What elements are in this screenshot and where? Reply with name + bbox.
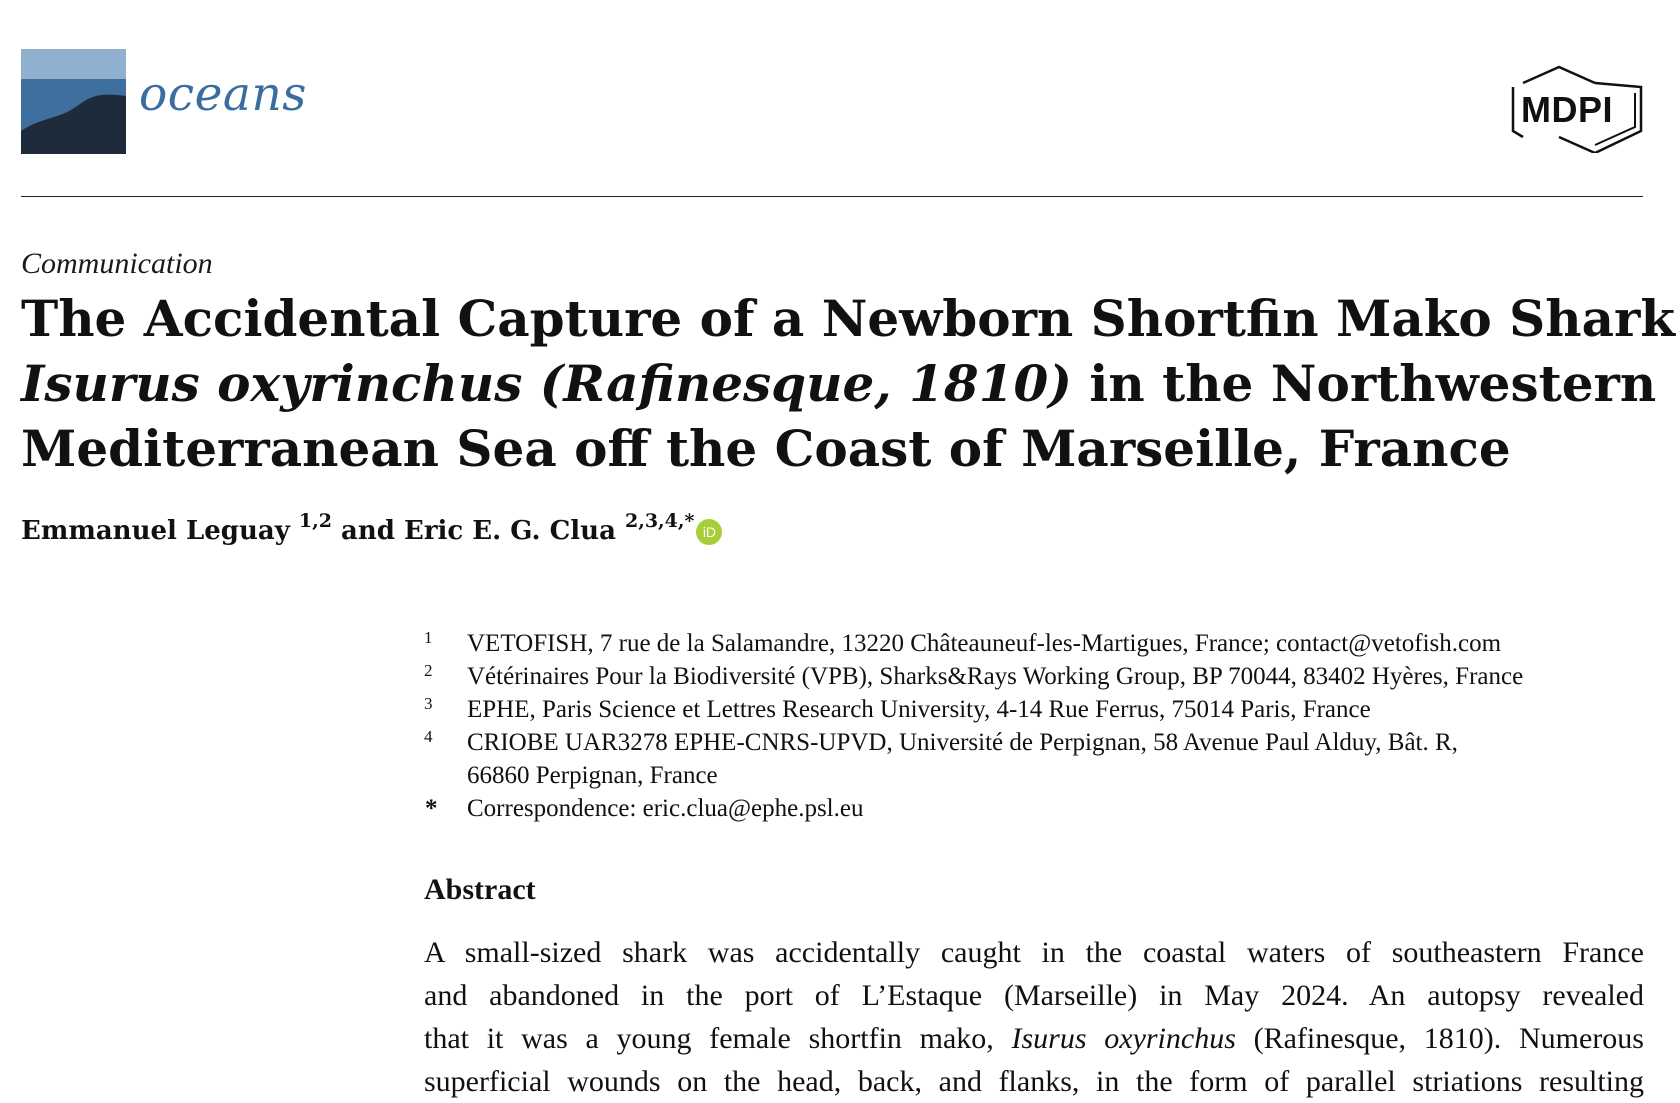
abstract-species-name: Isurus oxyrinchus bbox=[1011, 1022, 1236, 1055]
header-divider bbox=[21, 196, 1643, 197]
abstract-line: and abandoned in the port of L’Estaque (Marseille) in May 2024. An autopsy revealed bbox=[424, 979, 1644, 1012]
abstract-line bbox=[424, 1017, 1644, 1060]
orcid-icon[interactable]: iD bbox=[696, 519, 722, 545]
title-line-2 bbox=[21, 351, 1657, 416]
author-connector: and bbox=[341, 516, 395, 546]
abstract-body bbox=[424, 931, 1644, 1103]
affiliation-item-continued bbox=[424, 759, 1644, 792]
abstract-text: that it was a young female shortfin mako, bbox=[424, 1022, 1012, 1055]
author-list bbox=[21, 510, 722, 546]
correspondence-item bbox=[424, 792, 1644, 825]
publisher-logo bbox=[1511, 65, 1643, 153]
correspondence-marker: * bbox=[425, 795, 438, 822]
affiliation-item bbox=[424, 726, 1644, 759]
journal-header bbox=[21, 49, 1643, 154]
affiliation-number: 1 bbox=[424, 628, 433, 647]
author-affiliation-ref: 1,2 bbox=[298, 510, 332, 532]
affiliation-item bbox=[424, 693, 1644, 726]
publisher-name: MDPI bbox=[1521, 89, 1613, 130]
journal-name: oceans bbox=[139, 67, 307, 122]
affiliation-text: CRIOBE UAR3278 EPHE-CNRS-UPVD, Université de Perpignan, 58 Avenue Paul Alduy, Bât. R, bbox=[467, 729, 1458, 756]
affiliation-number: 2 bbox=[424, 661, 433, 680]
title-line-1: The Accidental Capture of a Newborn Shortfin Mako Shark bbox=[21, 289, 1676, 348]
author-name[interactable]: Eric E. G. Clua bbox=[404, 516, 616, 546]
affiliation-text: VETOFISH, 7 rue de la Salamandre, 13220 Châteauneuf-les-Martigues, France; contact@vetofish.com bbox=[467, 630, 1502, 657]
abstract-text: (Rafinesque, 1810). Numerous bbox=[1235, 1022, 1644, 1055]
affiliation-text-continued: 66860 Perpignan, France bbox=[467, 762, 718, 789]
oceans-logo-icon bbox=[21, 49, 126, 154]
affiliation-text: Vétérinaires Pour la Biodiversité (VPB), Sharks&Rays Working Group, BP 70044, 83402 Hyères, France bbox=[467, 663, 1524, 690]
author-name[interactable]: Emmanuel Leguay bbox=[21, 516, 290, 546]
affiliation-item bbox=[424, 660, 1644, 693]
affiliation-number: 4 bbox=[424, 727, 433, 746]
abstract-heading: Abstract bbox=[424, 873, 536, 906]
affiliations-list bbox=[424, 627, 1644, 825]
title-species-name: Isurus oxyrinchus (Rafinesque, 1810) bbox=[21, 354, 1072, 413]
correspondence-text: Correspondence: eric.clua@ephe.psl.eu bbox=[467, 795, 864, 822]
abstract-line: A small-sized shark was accidentally caught in the coastal waters of southeastern France bbox=[424, 936, 1644, 969]
affiliation-number: 3 bbox=[424, 694, 433, 713]
affiliation-item bbox=[424, 627, 1644, 660]
article-title bbox=[21, 286, 1676, 481]
journal-logo bbox=[21, 49, 126, 154]
affiliation-text: EPHE, Paris Science et Lettres Research University, 4-14 Rue Ferrus, 75014 Paris, France bbox=[467, 696, 1371, 723]
abstract-line: superficial wounds on the head, back, and flanks, in the form of parallel striations resulting bbox=[424, 1065, 1644, 1098]
title-line-2-rest: in the Northwestern bbox=[1071, 354, 1657, 413]
article-type: Communication bbox=[21, 247, 213, 280]
author-affiliation-ref: 2,3,4,* bbox=[624, 510, 695, 532]
title-line-3: Mediterranean Sea off the Coast of Marseille, France bbox=[21, 419, 1511, 478]
